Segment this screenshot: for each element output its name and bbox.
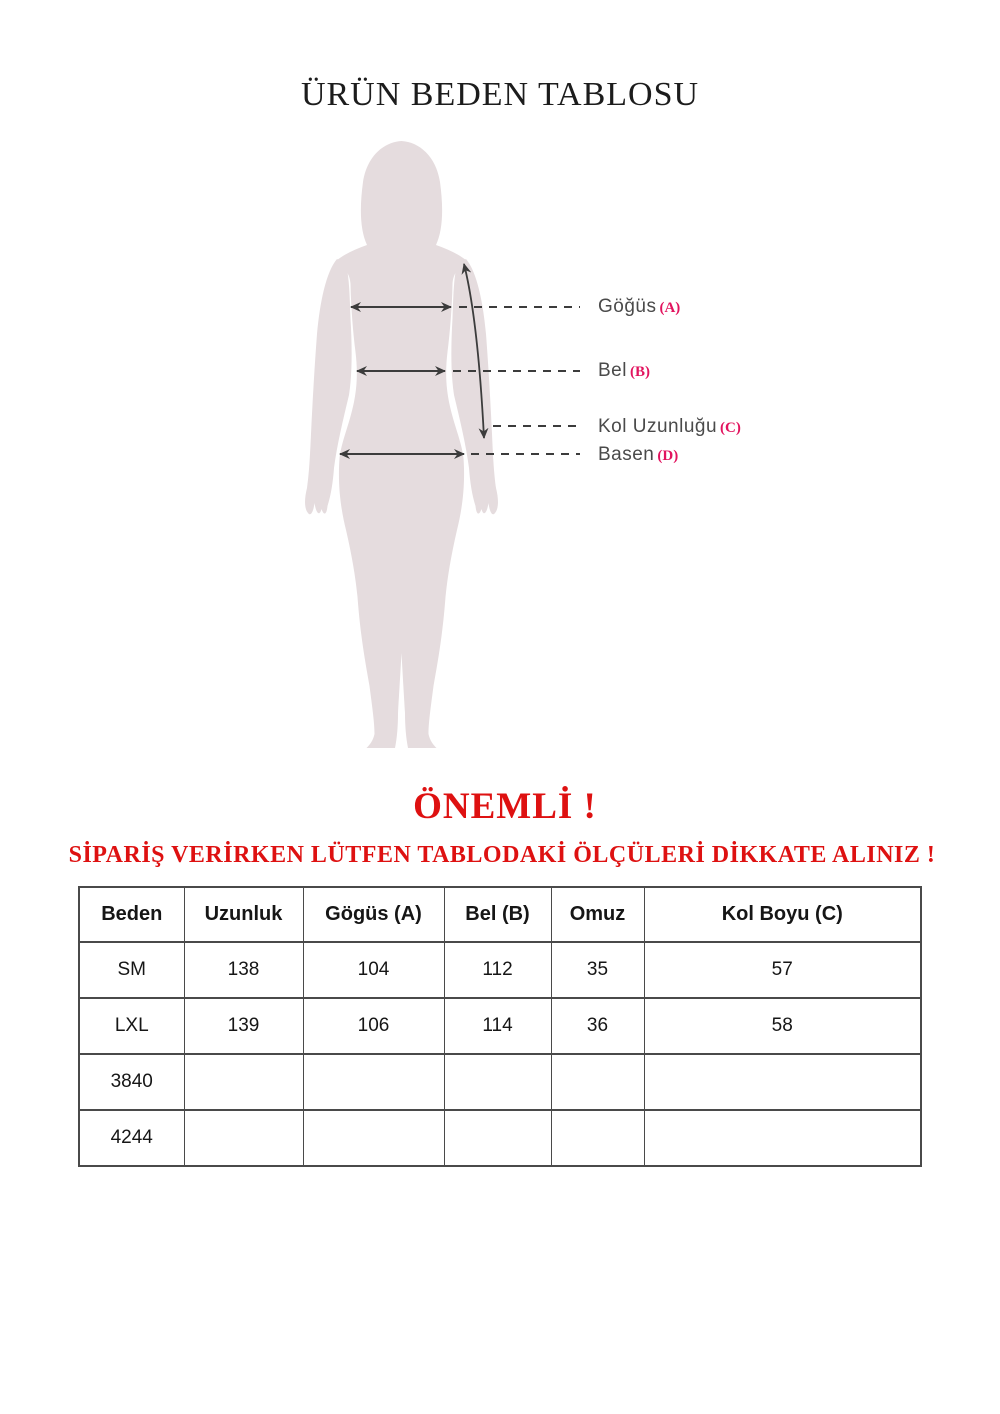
cell-chest: 104 [303,942,444,998]
waist-label-text: Bel [598,360,627,381]
size-table-header-row [79,887,921,942]
cell-shoulder [551,1054,644,1110]
header-beden: Beden [79,887,184,942]
cell-arm [644,1110,921,1166]
cell-waist [444,1054,551,1110]
table-row-lxl [79,998,921,1054]
chest-label-code: (A) [659,300,681,316]
cell-shoulder: 36 [551,998,644,1054]
cell-size: 3840 [79,1054,184,1110]
cell-chest [303,1054,444,1110]
header-uzunluk: Uzunluk [184,887,303,942]
cell-shoulder [551,1110,644,1166]
cell-length: 138 [184,942,303,998]
page-title: ÜRÜN BEDEN TABLOSU [300,76,700,113]
warning-text: SİPARİŞ VERİRKEN LÜTFEN TABLODAKİ ÖLÇÜLERİ DİKKATE ALINIZ ! [68,842,936,868]
cell-size: 4244 [79,1110,184,1166]
hips-label [598,444,678,466]
cell-waist: 114 [444,998,551,1054]
waist-label-code: (B) [629,364,650,380]
arm-length-label-text: Kol Uzunluğu [598,416,718,437]
cell-arm: 58 [644,998,921,1054]
header-bel: Bel (B) [444,887,551,942]
header-kol-boyu: Kol Boyu (C) [644,887,921,942]
cell-shoulder: 35 [551,942,644,998]
hips-label-text: Basen [598,444,655,465]
cell-length [184,1110,303,1166]
cell-arm [644,1054,921,1110]
waist-label [598,360,650,382]
cell-chest: 106 [303,998,444,1054]
header-omuz: Omuz [551,887,644,942]
cell-size: LXL [79,998,184,1054]
cell-waist [444,1110,551,1166]
arm-length-label [598,416,741,438]
cell-size: SM [79,942,184,998]
cell-chest [303,1110,444,1166]
cell-arm: 57 [644,942,921,998]
hips-label-code: (D) [657,448,679,464]
body-silhouette [305,141,498,748]
chest-label-text: Göğüs [598,296,657,317]
table-row-3840 [79,1054,921,1110]
header-gogus: Gögüs (A) [303,887,444,942]
important-heading: ÖNEMLİ ! [413,786,597,827]
size-table [78,886,922,1167]
table-row-4244 [79,1110,921,1166]
table-row-sm [79,942,921,998]
cell-waist: 112 [444,942,551,998]
cell-length: 139 [184,998,303,1054]
chest-label [598,296,680,318]
arm-length-label-code: (C) [720,420,741,436]
cell-length [184,1054,303,1110]
